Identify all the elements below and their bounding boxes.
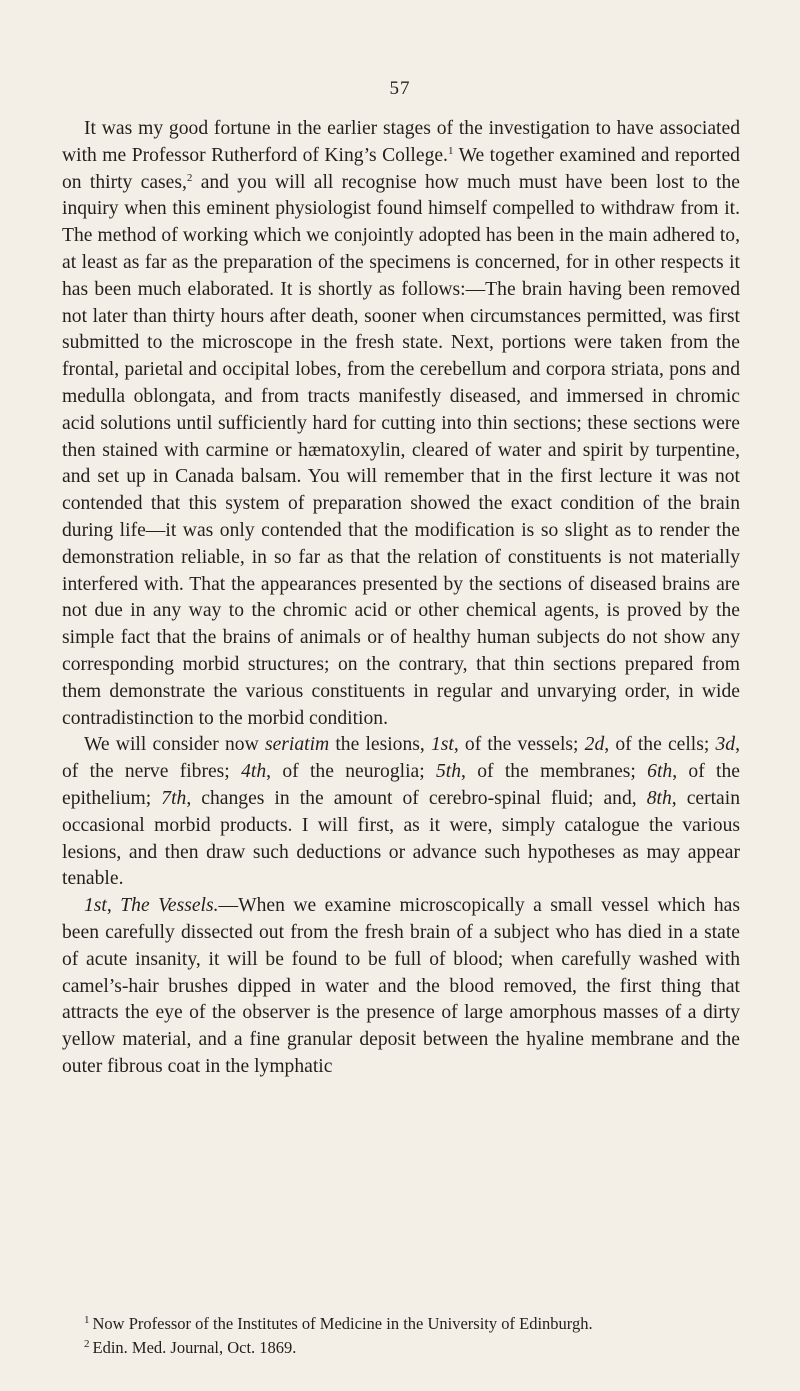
footnote-2 bbox=[62, 1334, 740, 1358]
text-run: , bbox=[106, 895, 121, 917]
body-text bbox=[62, 116, 740, 1081]
text-run: and you will all recognise how much must have been lost to the inquiry when this eminent physiologist found himself compelled to withdraw from it. The method of working which we conjointly adopted has been in the main adhered to, at least as far as the preparation of the specimens is concerned, for in other respects it has been much elaborated. It is shortly as follows:—The brain having been removed not later than thirty hours after death, sooner when circumstances permitted, was first submitted to the microscope in the fresh state. Next, portions were taken from the frontal, parietal and occipital lobes, from the cerebellum and corpora striata, pons and medulla oblongata, and from tracts manifestly diseased, and immersed in chromic acid solutions until sufficiently hard for cutting into thin sections; these sections were then stained with carmine or hæmatoxylin, cleared of water and spirit by turpentine, and set up in Canada balsam. You will remember that in the first lecture it was not contended that this system of preparation showed the exact condition of the brain during life—it was only contended that the modification is so slight as to render the demonstration reliable, in so far as that the relation of constituents is not materially interfered with. That the appearances presented by the sections of diseased brains are not due in any way to the chromic acid or other chemical agents, is proved by the simple fact that the brains of animals or of healthy human subjects do not show any corresponding morbid structures; on the contrary, that thin sections prepared from them demonstrate the various constituents in regular and unvarying order, in wide contradistinction to the morbid condition. bbox=[62, 171, 740, 729]
footnote-ref-2: 2 bbox=[186, 171, 193, 184]
text-run: , of the vessels; bbox=[453, 734, 585, 756]
text-run: —When we examine microscopically a small vessel which has been carefully dissected out from the fresh brain of a subject who has died in a state of acute insanity, it will be found to be full of blood; when carefully washed with camel’s-hair brushes dipped in water and the blood removed, the first thing that attracts the eye of the observer is the presence of large amorphous masses of a dirty yellow material, and a fine granular deposit between the hyaline membrane and the outer fibrous coat in the lymphatic bbox=[62, 895, 741, 1077]
footnote-text: Edin. Med. Journal, Oct. 1869. bbox=[92, 1338, 297, 1357]
paragraph-method bbox=[62, 116, 740, 732]
ordinal: 7th bbox=[161, 787, 187, 809]
footnotes bbox=[62, 1310, 740, 1358]
paragraph-vessels bbox=[62, 893, 740, 1081]
footnote-mark: 1 bbox=[84, 1314, 90, 1326]
text-run: It was my good fortune in the earlier stages of the investigation to have associated with me Professor Rutherford of King’s College. bbox=[62, 118, 740, 166]
ordinal: 1st bbox=[84, 895, 107, 917]
footnote-text: Now Professor of the Institutes of Medicine in the University of Edinburgh. bbox=[92, 1314, 593, 1333]
text-run: , of the membranes; bbox=[461, 761, 648, 783]
text-run: , of the cells; bbox=[604, 734, 716, 756]
text-run: , changes in the amount of cerebro-spinal fluid; and, bbox=[186, 787, 647, 809]
text-run: , of the epithelium; bbox=[62, 761, 740, 809]
ordinal: 8th bbox=[646, 787, 672, 809]
text-run: We will consider now bbox=[84, 734, 265, 756]
text-run: the lesions, bbox=[329, 734, 431, 756]
ordinal: 1st bbox=[430, 734, 454, 756]
page-number: 57 bbox=[389, 78, 411, 99]
paragraph-lesions bbox=[62, 732, 740, 893]
section-heading: The Vessels. bbox=[120, 895, 219, 917]
footnote-1 bbox=[62, 1310, 740, 1334]
ordinal: 2d bbox=[584, 734, 605, 756]
ordinal: 6th bbox=[647, 761, 673, 783]
text-run: We together examined and reported on thirty cases, bbox=[62, 144, 740, 193]
ordinal: 5th bbox=[435, 761, 462, 783]
text-run: , of the neuroglia; bbox=[266, 761, 436, 783]
italic-term: seriatim bbox=[264, 734, 330, 756]
text-run: , of the nerve fibres; bbox=[62, 734, 740, 783]
ordinal: 3d bbox=[715, 734, 736, 756]
ordinal: 4th bbox=[241, 761, 267, 783]
footnote-ref-1: 1 bbox=[447, 144, 454, 157]
text-run: , certain occasional morbid products. I will first, as it were, simply catalogue the various lesions, and then draw such deductions or advance such hypotheses as may appear tenable. bbox=[62, 787, 740, 890]
footnote-mark: 2 bbox=[84, 1338, 90, 1350]
